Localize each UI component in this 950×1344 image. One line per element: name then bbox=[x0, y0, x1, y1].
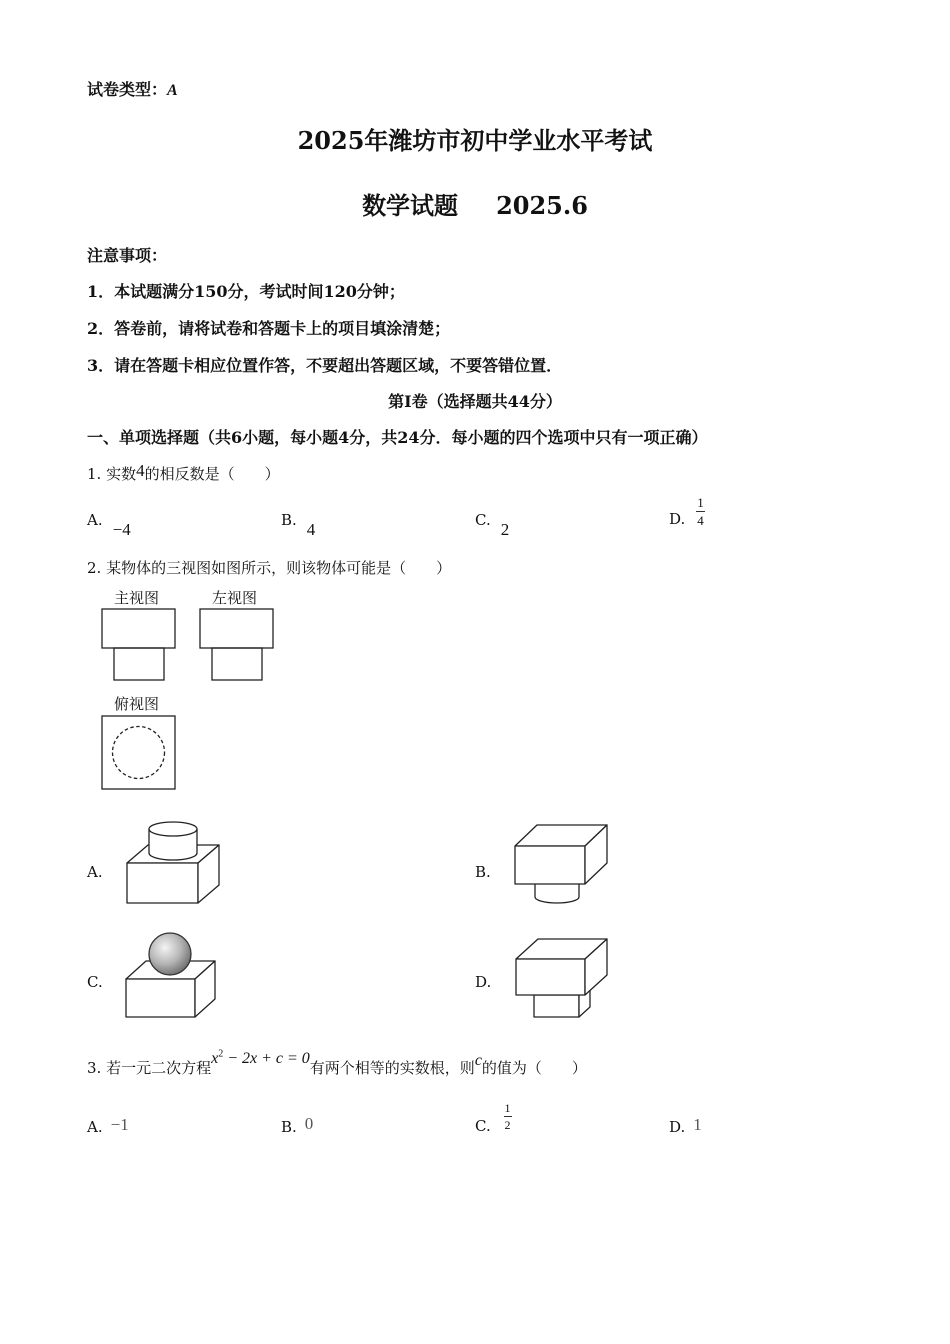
fraction-denominator: 4 bbox=[697, 513, 704, 528]
q2-option-d[interactable]: D. bbox=[475, 973, 492, 991]
q1-suffix: 的相反数是（ ） bbox=[144, 465, 280, 483]
note-item: 3．请在答题卡相应位置作答，不要超出答题区域，不要答错位置． bbox=[87, 356, 563, 375]
q1-value: 4 bbox=[136, 461, 145, 480]
equation-variable: x bbox=[211, 1050, 219, 1067]
option-value: 1 bbox=[693, 1115, 702, 1134]
equation-exponent: 2 bbox=[218, 1048, 224, 1060]
figure-c-sphere-on-box bbox=[126, 933, 215, 1017]
paper-type-label: 试卷类型： bbox=[87, 80, 168, 99]
question-3-stem bbox=[87, 1048, 587, 1078]
top-view-label: 俯视图 bbox=[114, 695, 160, 713]
q3-option-c[interactable] bbox=[475, 1101, 511, 1146]
option-value: 4 bbox=[306, 520, 316, 539]
option-fraction bbox=[504, 1102, 512, 1131]
equation-rest: − 2x + c = 0 bbox=[223, 1050, 310, 1067]
q3-suffix: 的值为（ ） bbox=[481, 1059, 587, 1077]
q3-variable: c bbox=[474, 1052, 482, 1069]
figure-a-cylinder-on-box bbox=[127, 822, 219, 903]
option-label: B. bbox=[281, 511, 297, 529]
figure-b-box-on-cylinder bbox=[515, 825, 607, 903]
option-label: C. bbox=[475, 1117, 491, 1135]
fraction-denominator: 2 bbox=[504, 1118, 511, 1132]
q1-prefix: 1. 实数 bbox=[87, 465, 137, 483]
note-item: 2．答卷前，请将试卷和答题卡上的项目填涂清楚； bbox=[87, 319, 451, 338]
exam-date: 2025.6 bbox=[496, 191, 588, 220]
q3-option-d[interactable] bbox=[669, 1115, 702, 1137]
note-item: 1．本试题满分150分，考试时间120分钟； bbox=[87, 282, 405, 301]
figure-d-box-on-box bbox=[516, 939, 607, 1017]
option-label: A. bbox=[87, 511, 103, 529]
q2-option-b[interactable]: B. bbox=[475, 863, 491, 881]
section-title: 一、单项选择题（共6小题，每小题4分，共24分．每小题的四个选项中只有一项正确） bbox=[87, 428, 708, 447]
option-label: A. bbox=[87, 1118, 103, 1136]
q3-equation bbox=[211, 1050, 310, 1067]
option-value: −1 bbox=[110, 1115, 129, 1134]
q3-prefix: 3. 若一元二次方程 bbox=[87, 1059, 212, 1077]
q2-option-c[interactable]: C. bbox=[87, 973, 103, 991]
option-label: D. bbox=[669, 510, 686, 528]
left-view-label: 左视图 bbox=[212, 589, 258, 607]
option-label: C. bbox=[475, 511, 491, 529]
q3-middle: 有两个相等的实数根，则 bbox=[309, 1059, 475, 1077]
option-value: −4 bbox=[112, 520, 131, 539]
option-value: 2 bbox=[500, 520, 510, 539]
paper-type-value: A bbox=[167, 82, 178, 99]
option-value: 0 bbox=[304, 1114, 314, 1133]
fraction-numerator: 1 bbox=[697, 495, 704, 510]
q3-option-b[interactable] bbox=[281, 1114, 314, 1137]
page-title: 2025年潍坊市初中学业水平考试 bbox=[297, 126, 653, 155]
front-view-label: 主视图 bbox=[114, 589, 160, 607]
option-label: D. bbox=[669, 1118, 686, 1136]
question-2-stem: 2. 某物体的三视图如图所示，则该物体可能是（ ） bbox=[87, 559, 452, 577]
subject-title: 数学试题 bbox=[362, 191, 459, 220]
q3-option-a[interactable] bbox=[87, 1115, 129, 1137]
q2-option-a[interactable]: A. bbox=[87, 863, 103, 881]
volume-title: 第I卷（选择题共44分） bbox=[388, 392, 562, 411]
option-label: B. bbox=[281, 1118, 297, 1136]
fraction-numerator: 1 bbox=[504, 1101, 511, 1115]
notes-heading: 注意事项： bbox=[87, 246, 168, 265]
